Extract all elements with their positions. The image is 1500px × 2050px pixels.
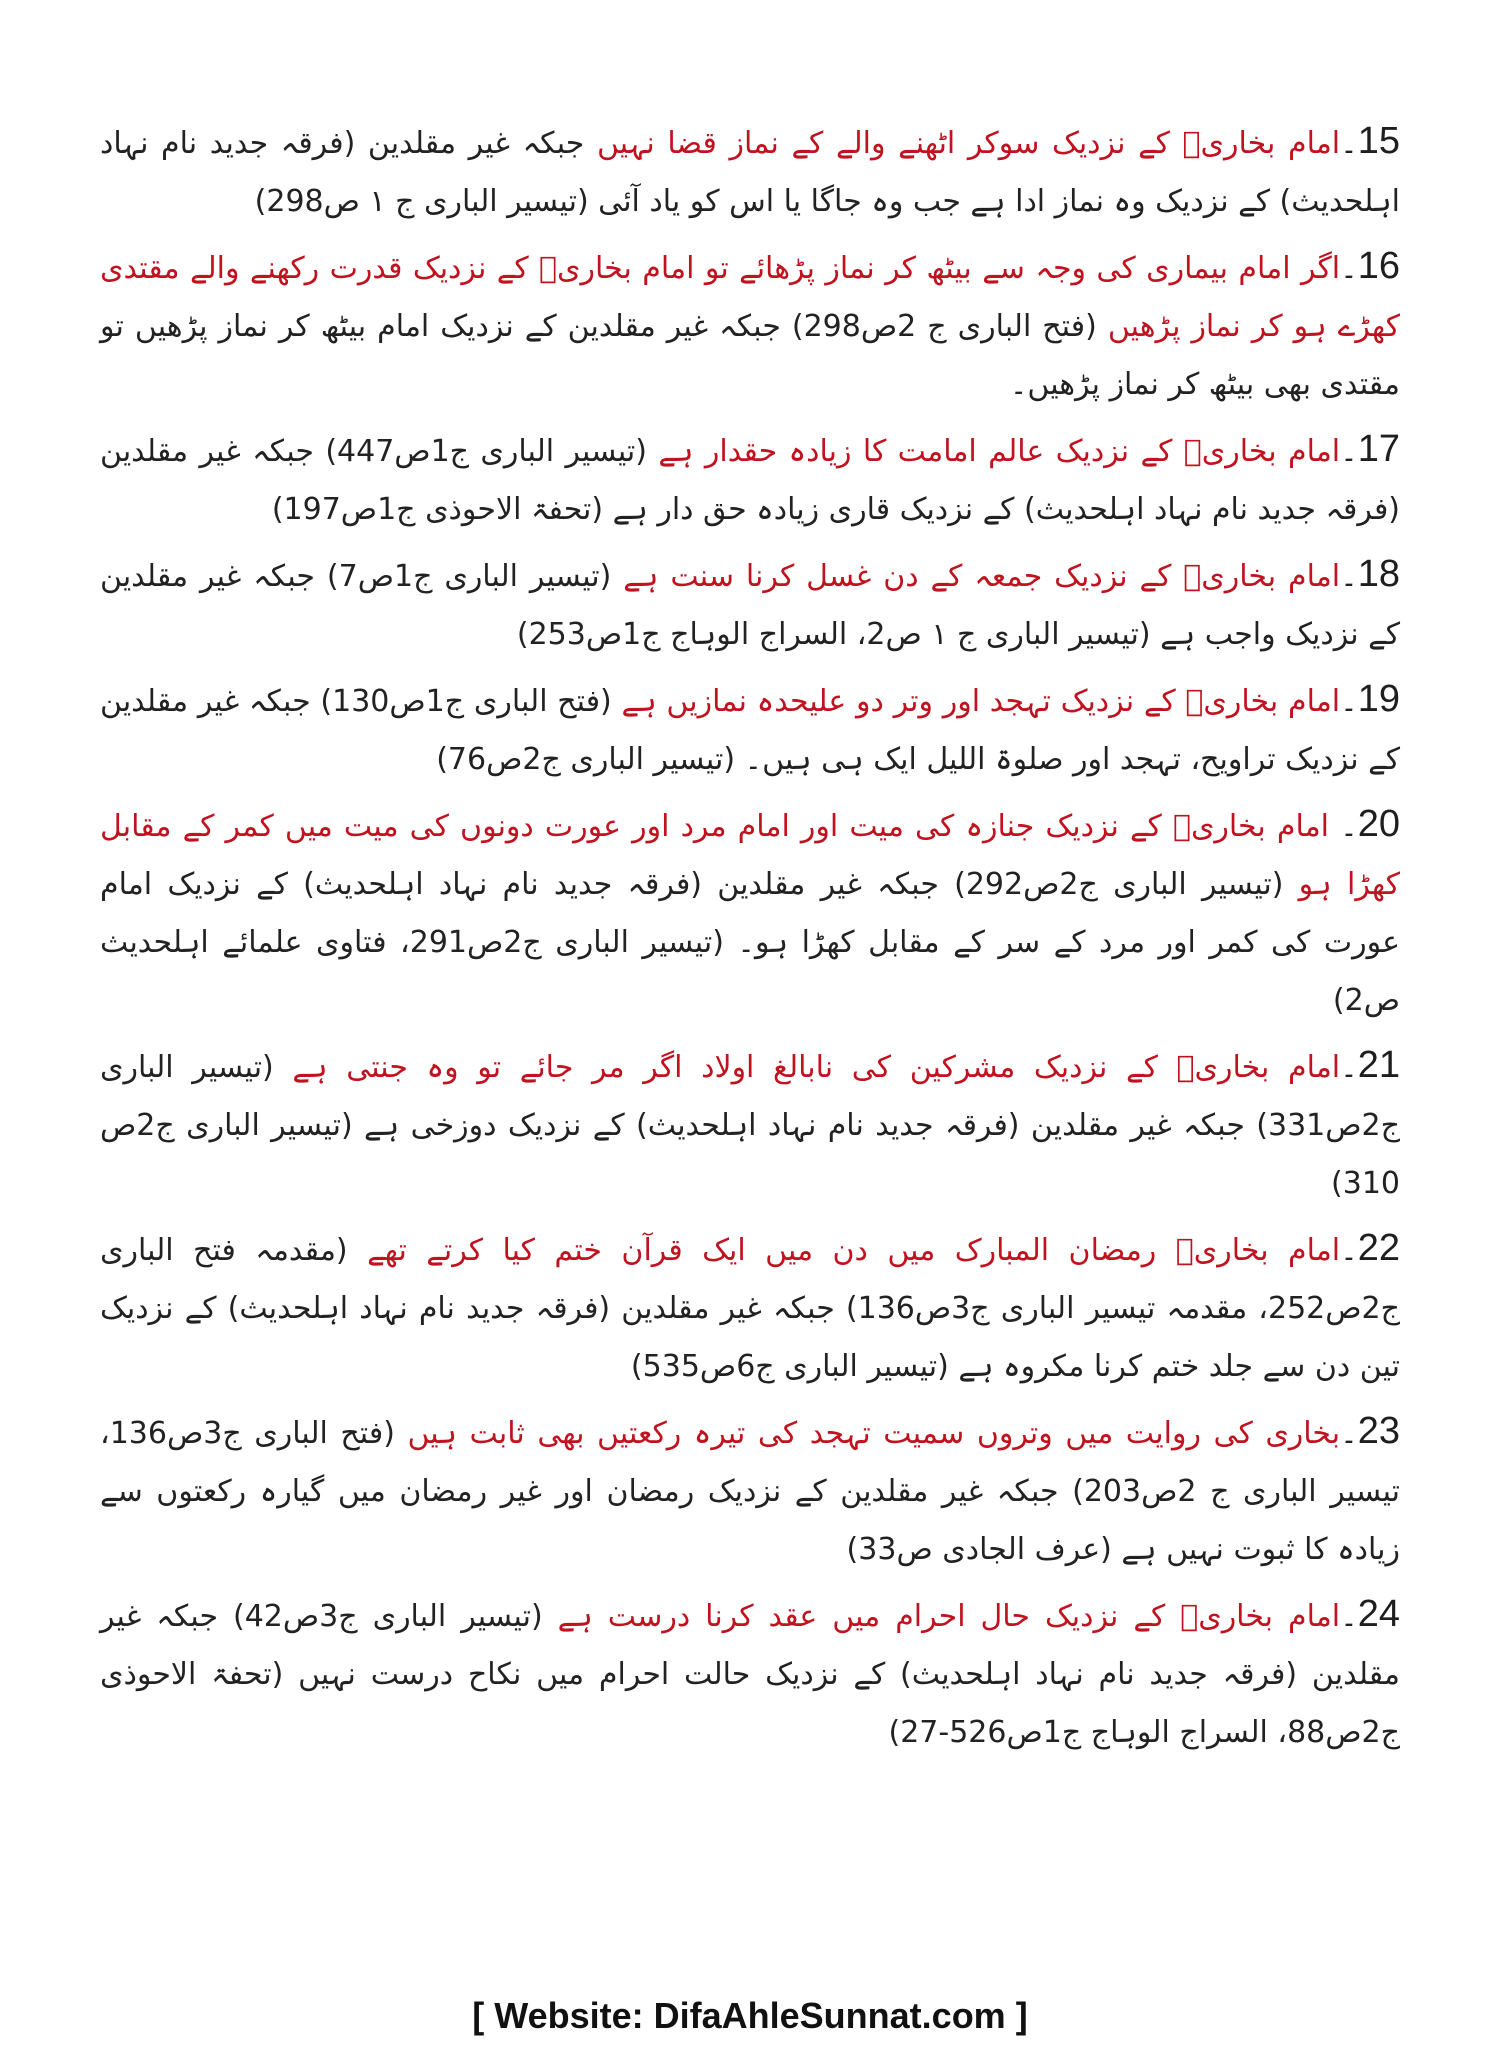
item-text: (مقدمہ فتح الباری ج2ص252، مقدمہ تیسیر الباری ج3ص136) جبکہ غیر مقلدین (فرقہ جدید نام نہاد اہلحدیث) کے نزدیک تین دن سے جلد ختم کرنا مکروہ ہے (تیسیر الباری ج6ص535)	[100, 1233, 1400, 1384]
item-separator: ۔	[1340, 684, 1358, 719]
item-highlight: بخاری کی روایت میں وتروں سمیت تہجد کی تیرہ رکعتیں بھی ثابت ہیں	[407, 1416, 1341, 1451]
list-item	[100, 795, 1400, 1030]
item-text: جبکہ غیر مقلدین (فرقہ جدید نام نہاد اہلحدیث) کے نزدیک وہ نماز ادا ہے جب وہ جاگا یا اس کو یاد آئی (تیسیر الباری ج ۱ ص298)	[100, 126, 1400, 219]
item-separator: ۔	[1340, 1233, 1358, 1268]
item-highlight: اگر امام بیماری کی وجہ سے بیٹھ کر نماز پڑھائے تو امام بخاریؒ کے نزدیک قدرت رکھنے والے مقتدی کھڑے ہو کر نماز پڑھیں	[100, 251, 1400, 344]
list-item	[100, 237, 1400, 414]
item-text: (فتح الباری ج3ص136، تیسیر الباری ج 2ص203) جبکہ غیر مقلدین کے نزدیک رمضان اور غیر رمضان میں گیارہ رکعتوں سے زیادہ کا ثبوت نہیں ہے (عرف الجادی ص33)	[100, 1416, 1400, 1567]
list-item	[100, 1402, 1400, 1579]
document-body	[100, 112, 1400, 1768]
list-item	[100, 1585, 1400, 1762]
item-separator: ۔	[1340, 1599, 1358, 1634]
item-number: 15	[1357, 120, 1400, 162]
item-separator: ۔	[1340, 251, 1358, 286]
item-highlight: امام بخاریؒ کے نزدیک حال احرام میں عقد کرنا درست ہے	[557, 1599, 1341, 1634]
item-separator: ۔	[1340, 1050, 1358, 1085]
item-highlight: امام بخاریؒ رمضان المبارک میں دن میں ایک قرآن ختم کیا کرتے تھے	[367, 1233, 1341, 1268]
item-text: (تیسیر الباری ج1ص7) جبکہ غیر مقلدین کے نزدیک واجب ہے (تیسیر الباری ج ۱ ص2، السراج الوہاج ج1ص253)	[100, 559, 1400, 652]
item-separator: ۔	[1340, 1416, 1358, 1451]
list-item	[100, 1036, 1400, 1213]
item-highlight: امام بخاریؒ کے نزدیک جنازہ کی میت اور امام مرد اور عورت دونوں کی میت میں کمر کے مقابل کھڑا ہو	[100, 809, 1400, 902]
item-number: 20	[1357, 803, 1400, 845]
item-number: 16	[1357, 245, 1400, 287]
website-footer: [ Website: DifaAhleSunnat.com ]	[472, 1995, 1028, 2036]
item-separator: ۔	[1340, 126, 1358, 161]
item-text: (تیسیر الباری ج2ص331) جبکہ غیر مقلدین (فرقہ جدید نام نہاد اہلحدیث) کے نزدیک دوزخی ہے (تیسیر الباری ج2ص 310)	[100, 1050, 1400, 1201]
item-highlight: امام بخاریؒ کے نزدیک تہجد اور وتر دو علیحدہ نمازیں ہے	[621, 684, 1341, 719]
item-separator: ۔	[1340, 559, 1358, 594]
list-item	[100, 545, 1400, 664]
list-item	[100, 670, 1400, 789]
item-separator: ۔	[1340, 434, 1358, 469]
item-number: 17	[1357, 428, 1400, 470]
item-highlight: امام بخاریؒ کے نزدیک سوکر اٹھنے والے کے نماز قضا نہیں	[596, 126, 1341, 161]
item-number: 22	[1357, 1227, 1400, 1269]
item-number: 21	[1357, 1044, 1400, 1086]
item-number: 18	[1357, 553, 1401, 595]
item-highlight: امام بخاریؒ کے نزدیک مشرکین کی نابالغ اولاد اگر مر جائے تو وہ جنتی ہے	[292, 1050, 1341, 1085]
list-item	[100, 420, 1400, 539]
item-number: 23	[1357, 1410, 1401, 1452]
list-item	[100, 112, 1400, 231]
item-text: (فتح الباری ج 2ص298) جبکہ غیر مقلدین کے نزدیک امام بیٹھ کر نماز پڑھیں تو مقتدی بھی بیٹھ کر نماز پڑھیں۔	[100, 309, 1400, 402]
list-item	[100, 1219, 1400, 1396]
item-number: 24	[1357, 1593, 1400, 1635]
item-highlight: امام بخاریؒ کے نزدیک عالم امامت کا زیادہ حقدار ہے	[658, 434, 1341, 469]
item-text: (تیسیر الباری ج3ص42) جبکہ غیر مقلدین (فرقہ جدید نام نہاد اہلحدیث) کے نزدیک حالت احرام میں نکاح درست نہیں (تحفۃ الاحوذی ج2ص88، السراج الوہاج ج1ص526-27)	[100, 1599, 1400, 1750]
item-text: (تیسیر الباری ج1ص447) جبکہ غیر مقلدین (فرقہ جدید نام نہاد اہلحدیث) کے نزدیک قاری زیادہ حق دار ہے (تحفۃ الاحوذی ج1ص197)	[100, 434, 1400, 527]
item-number: 19	[1357, 678, 1400, 720]
item-separator: ۔	[1329, 809, 1358, 844]
item-text: (تیسیر الباری ج2ص292) جبکہ غیر مقلدین (فرقہ جدید نام نہاد اہلحدیث) کے نزدیک امام عورت کی کمر اور مرد کے سر کے مقابل کھڑا ہو۔ (تیسیر الباری ج2ص291، فتاوی علمائے اہلحدیث ص2)	[100, 867, 1400, 1018]
item-text: (فتح الباری ج1ص130) جبکہ غیر مقلدین کے نزدیک تراویح، تہجد اور صلوۃ اللیل ایک ہی ہیں۔ (تیسیر الباری ج2ص76)	[100, 684, 1400, 777]
item-highlight: امام بخاریؒ کے نزدیک جمعہ کے دن غسل کرنا سنت ہے	[623, 559, 1341, 594]
